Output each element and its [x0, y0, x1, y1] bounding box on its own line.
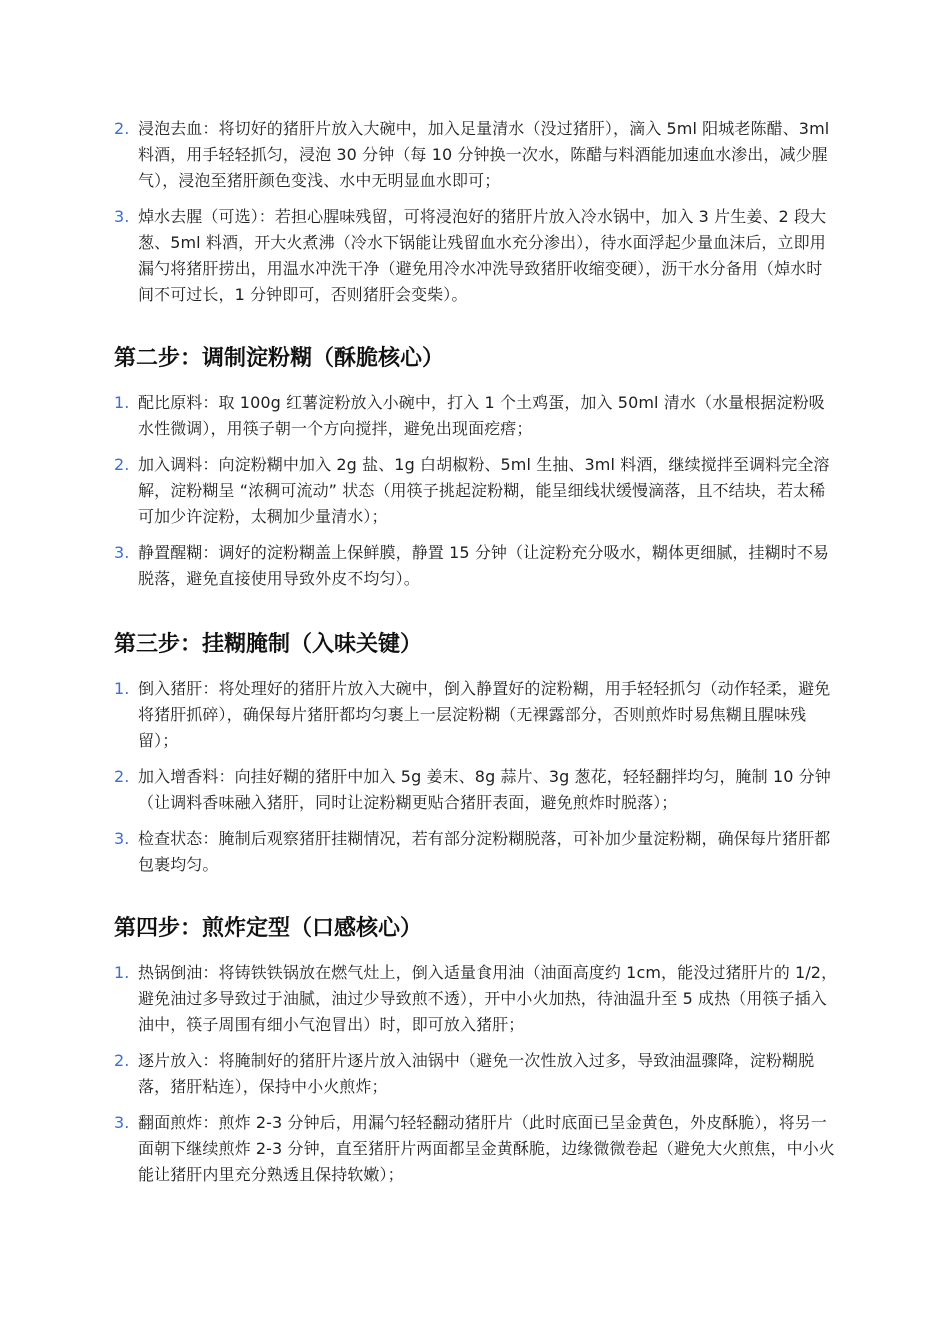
list-text: 倒入猪肝：将处理好的猪肝片放入大碗中，倒入静置好的淀粉糊，用手轻轻抓匀（动作轻柔，避免将猪肝抓碎），确保每片猪肝都均匀裹上一层淀粉糊（无裸露部分，否则煎炸时易焦糊且腥味残留）； — [138, 679, 831, 750]
list-text: 焯水去腥（可选）：若担心腥味残留，可将浸泡好的猪肝片放入冷水锅中，加入 3 片生姜、2 段大葱、5ml 料酒，开大火煮沸（冷水下锅能让残留血水充分渗出），待水面浮起少量血沫后，立即用漏勺将猪肝捞出，用温水冲洗干净（避免用冷水冲洗导致猪肝收缩变硬），沥干水分备用（焯水时间不可过长，1 分钟即可，否则猪肝会变柴）。 — [138, 207, 827, 304]
step4-list — [114, 960, 838, 1198]
list-item — [114, 826, 838, 878]
list-text: 逐片放入：将腌制好的猪肝片逐片放入油锅中（避免一次性放入过多，导致油温骤降，淀粉糊脱落，猪肝粘连），保持中小火煎炸； — [138, 1051, 815, 1096]
list-text: 检查状态：腌制后观察猪肝挂糊情况，若有部分淀粉糊脱落，可补加少量淀粉糊，确保每片猪肝都包裹均匀。 — [138, 829, 831, 874]
list-number: 3. — [114, 1113, 130, 1132]
list-number: 3. — [114, 207, 130, 226]
list-text: 配比原料：取 100g 红薯淀粉放入小碗中，打入 1 个土鸡蛋，加入 50ml 清水（水量根据淀粉吸水性微调），用筷子朝一个方向搅拌，避免出现面疙瘩； — [138, 393, 825, 438]
list-text: 静置醒糊：调好的淀粉糊盖上保鲜膜，静置 15 分钟（让淀粉充分吸水，糊体更细腻，挂糊时不易脱落，避免直接使用导致外皮不均匀）。 — [138, 543, 830, 588]
list-number: 1. — [114, 679, 130, 698]
list-text: 浸泡去血：将切好的猪肝片放入大碗中，加入足量清水（没过猪肝），滴入 5ml 阳城老陈醋、3ml 料酒，用手轻轻抓匀，浸泡 30 分钟（每 10 分钟换一次水，陈醋与料酒能加速血水渗出，减少腥气），浸泡至猪肝颜色变浅、水中无明显血水即可； — [138, 119, 830, 190]
list-text: 加入增香料：向挂好糊的猪肝中加入 5g 姜末、8g 蒜片、3g 葱花，轻轻翻拌均匀，腌制 10 分钟（让调料香味融入猪肝，同时让淀粉糊更贴合猪肝表面，避免煎炸时脱落）； — [138, 767, 831, 812]
list-item — [114, 540, 838, 592]
step3-list — [114, 676, 838, 888]
step2-heading: 第二步：调制淀粉糊（酥脆核心） — [114, 346, 445, 371]
list-number: 3. — [114, 543, 130, 562]
list-item — [114, 960, 838, 1038]
list-item — [114, 390, 838, 442]
list-number: 2. — [114, 767, 130, 786]
list-number: 1. — [114, 963, 130, 982]
list-item — [114, 764, 838, 816]
step4-heading: 第四步：煎炸定型（口感核心） — [114, 916, 423, 941]
list-text: 热锅倒油：将铸铁铁锅放在燃气灶上，倒入适量食用油（油面高度约 1cm，能没过猪肝片的 1/2，避免油过多导致过于油腻，油过少导致煎不透），开中小火加热，待油温升至 5 成热（用筷子插入油中，筷子周围有细小气泡冒出）时，即可放入猪肝； — [138, 963, 838, 1034]
list-item — [114, 116, 838, 194]
list-item — [114, 1048, 838, 1100]
list-item — [114, 452, 838, 530]
list-number: 3. — [114, 829, 130, 848]
list-text: 翻面煎炸：煎炸 2-3 分钟后，用漏勺轻轻翻动猪肝片（此时底面已呈金黄色，外皮酥脆），将另一面朝下继续煎炸 2-3 分钟，直至猪肝片两面都呈金黄酥脆，边缘微微卷起（避免大火煎焦，中小火能让猪肝内里充分熟透且保持软嫩）； — [138, 1113, 835, 1184]
step2-list — [114, 390, 838, 602]
step1-list — [114, 116, 838, 318]
list-number: 2. — [114, 1051, 130, 1070]
list-item — [114, 204, 838, 308]
list-item — [114, 1110, 838, 1188]
list-item — [114, 676, 838, 754]
list-text: 加入调料：向淀粉糊中加入 2g 盐、1g 白胡椒粉、5ml 生抽、3ml 料酒，继续搅拌至调料完全溶解，淀粉糊呈 “浓稠可流动” 状态（用筷子挑起淀粉糊，能呈细线状缓慢滴落，且不结块，若太稀可加少许淀粉，太稠加少量清水）； — [138, 455, 830, 526]
step3-heading: 第三步：挂糊腌制（入味关键） — [114, 632, 423, 657]
list-number: 2. — [114, 455, 130, 474]
list-number: 1. — [114, 393, 130, 412]
list-number: 2. — [114, 119, 130, 138]
